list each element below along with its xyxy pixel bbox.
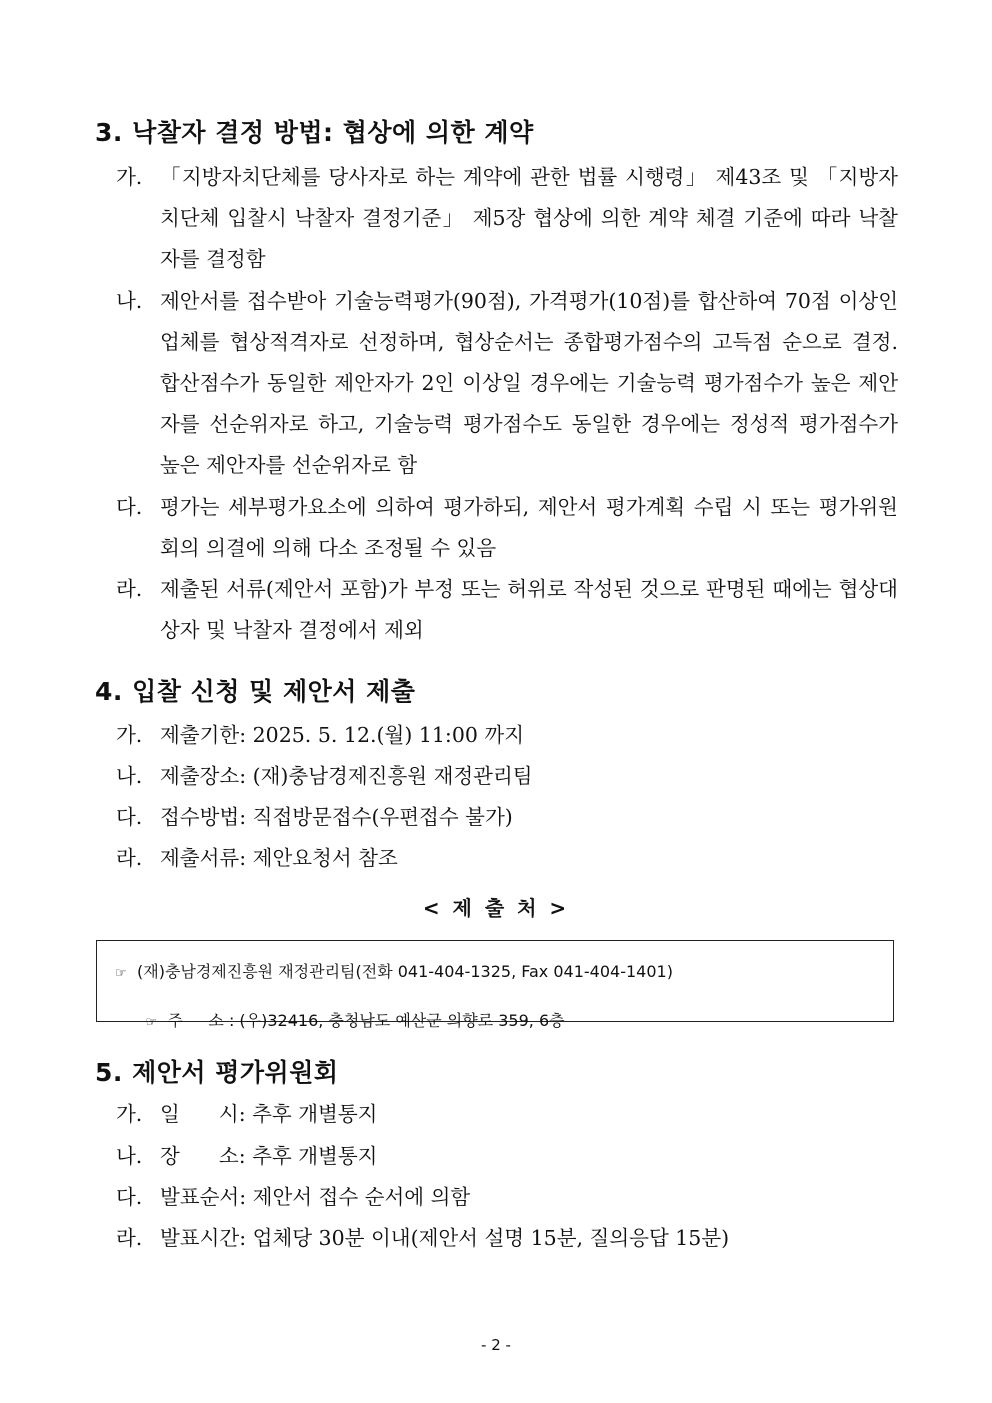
address-text: 주 소 : (우)32416, 충청남도 예산군 의향로 359, 6층 xyxy=(167,1011,565,1030)
submission-box xyxy=(96,940,894,1030)
item-text: 「지방자치단체를 당사자로 하는 계약에 관한 법률 시행령」 제43조 및 「지방자치단체 입찰시 낙찰자 결정기준」 제5장 협상에 의한 계약 체결 기준에 따라 낙찰자를 결정함 xyxy=(160,165,898,271)
section-5-item-ga xyxy=(116,1094,898,1135)
section-3-title: 3. 낙찰자 결정 방법: 협상에 의한 계약 xyxy=(95,118,534,147)
item-text: 제출장소: (재)충남경제진흥원 재정관리팀 xyxy=(160,764,533,788)
section-4-item-da xyxy=(116,797,898,838)
item-marker: 라. xyxy=(116,1226,143,1250)
section-4-item-na xyxy=(116,756,898,797)
section-4-item-ga xyxy=(116,715,898,756)
item-text: 발표시간: 업체당 30분 이내(제안서 설명 15분, 질의응답 15분) xyxy=(160,1226,730,1250)
item-marker: 라. xyxy=(116,577,143,601)
section-5-item-ra xyxy=(116,1218,898,1259)
contact-text: (재)충남경제진흥원 재정관리팀(전화 041-404-1325, Fax 041-404-1401) xyxy=(137,962,673,981)
section-3-item-ra xyxy=(116,569,898,651)
item-marker: 나. xyxy=(116,1144,143,1168)
section-5-item-da xyxy=(116,1177,898,1218)
item-marker: 가. xyxy=(116,1102,143,1126)
submission-address xyxy=(115,989,565,1050)
item-marker: 나. xyxy=(116,764,143,788)
item-text: 제출서류: 제안요청서 참조 xyxy=(160,846,398,870)
item-marker: 가. xyxy=(116,165,143,189)
section-5-title: 5. 제안서 평가위원회 xyxy=(95,1058,339,1087)
item-marker: 다. xyxy=(116,495,143,519)
section-4-item-ra xyxy=(116,838,898,879)
item-text: 제안서를 접수받아 기술능력평가(90점), 가격평가(10점)를 합산하여 70점 이상인 업체를 협상적격자로 선정하며, 협상순서는 종합평가점수의 고득점 순으로 결정. 합산점수가 동일한 제안자가 2인 이상일 경우에는 기술능력 평가점수가 높은 제안자를 선순위자로 하고, 기술능력 평가점수도 동일한 경우에는 정성적 평가점수가 높은 제안자를 선순위자로 함 xyxy=(160,289,898,477)
item-marker: 라. xyxy=(116,846,143,870)
item-text: 접수방법: 직접방문접수(우편접수 불가) xyxy=(160,805,513,829)
item-text: 평가는 세부평가요소에 의하여 평가하되, 제안서 평가계획 수립 시 또는 평가위원회의 의결에 의해 다소 조정될 수 있음 xyxy=(160,495,898,560)
section-3-item-da xyxy=(116,487,898,569)
item-marker: 다. xyxy=(116,805,143,829)
item-text: 장 소: 추후 개별통지 xyxy=(160,1144,378,1168)
section-4-title: 4. 입찰 신청 및 제안서 제출 xyxy=(95,677,416,706)
submission-title: < 제 출 처 > xyxy=(422,896,570,920)
item-marker: 가. xyxy=(116,723,143,747)
item-marker: 나. xyxy=(116,289,143,313)
page-number: - 2 - xyxy=(481,1336,511,1354)
pointing-hand-icon: ☞ xyxy=(145,1015,158,1030)
section-5-item-na xyxy=(116,1136,898,1177)
submission-contact xyxy=(115,959,673,982)
item-text: 제출기한: 2025. 5. 12.(월) 11:00 까지 xyxy=(160,723,525,747)
pointing-hand-icon: ☞ xyxy=(115,966,127,981)
item-text: 발표순서: 제안서 접수 순서에 의함 xyxy=(160,1185,471,1209)
section-3-item-na xyxy=(116,281,898,486)
item-text: 제출된 서류(제안서 포함)가 부정 또는 허위로 작성된 것으로 판명된 때에는 협상대상자 및 낙찰자 결정에서 제외 xyxy=(160,577,898,642)
section-3-item-ga xyxy=(116,157,898,280)
item-text: 일 시: 추후 개별통지 xyxy=(160,1102,378,1126)
item-marker: 다. xyxy=(116,1185,143,1209)
